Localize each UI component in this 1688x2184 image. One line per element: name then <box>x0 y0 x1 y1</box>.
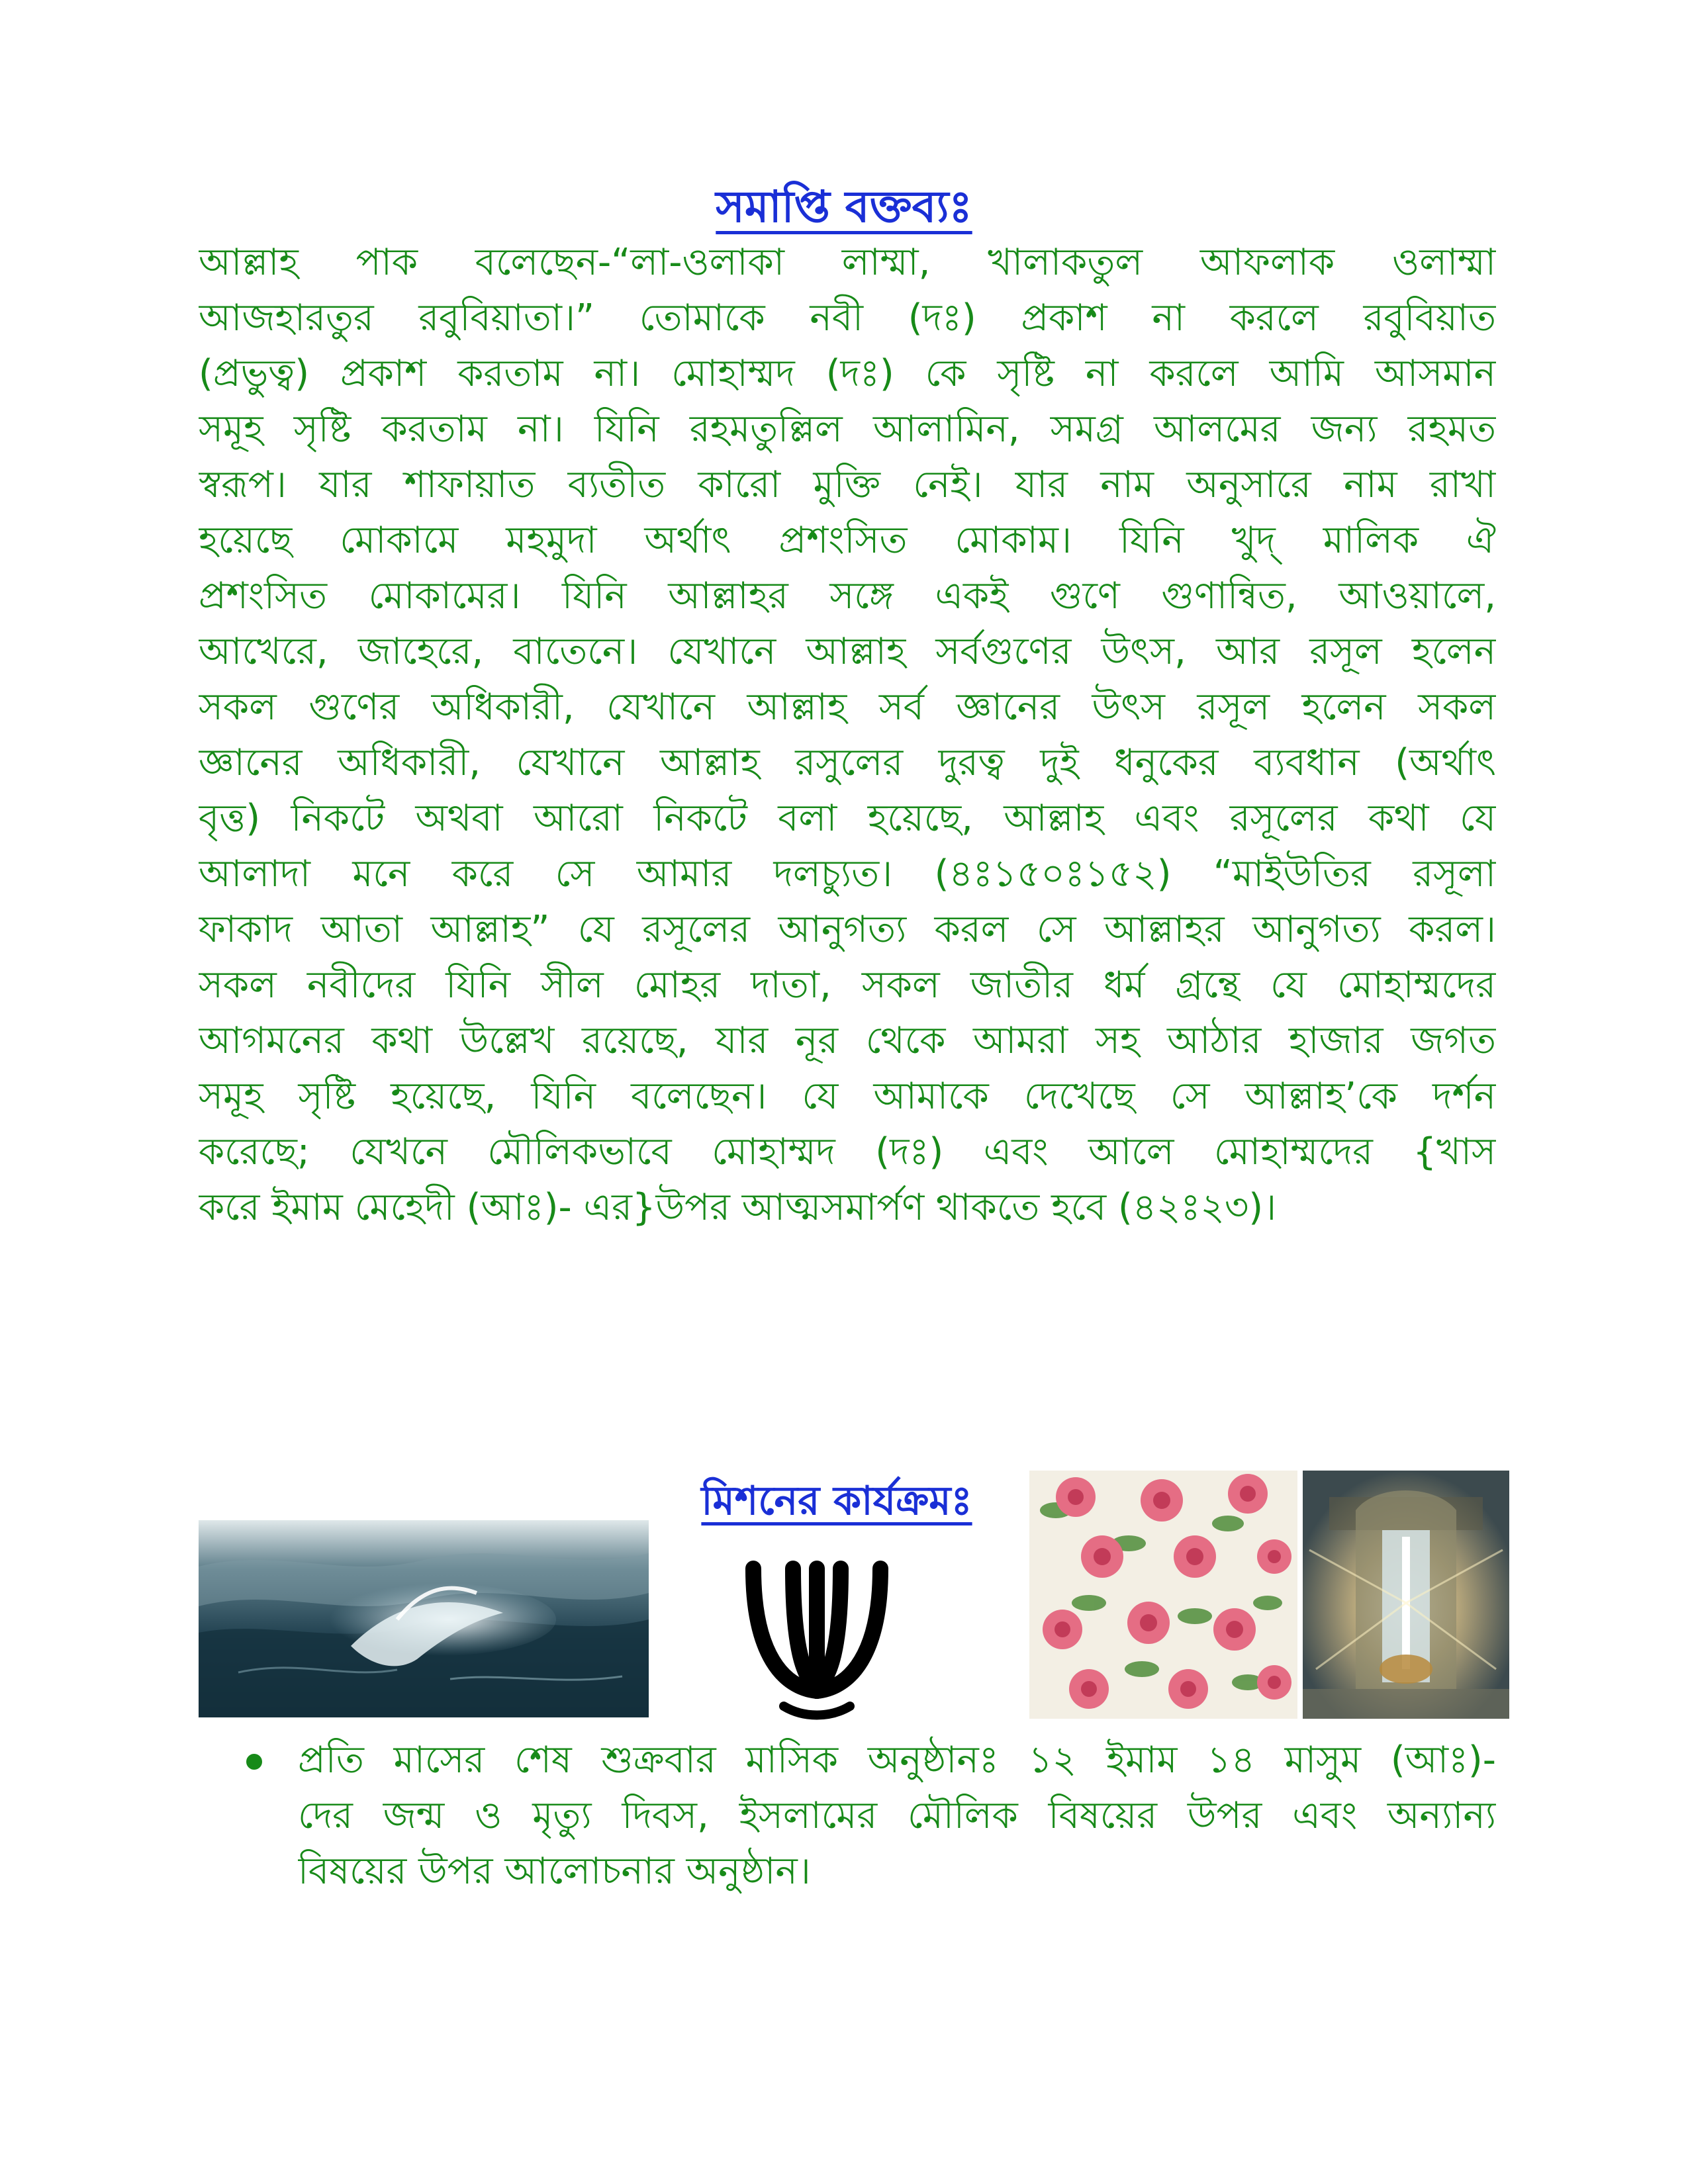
paragraph-line: সমূহ সৃষ্টি হয়েছে, যিনি বলেছেন। যে আমাকে দেখেছে সে আল্লাহ’কে দর্শন <box>199 1075 1496 1118</box>
paragraph-line: সকল গুণের অধিকারী, যেখানে আল্লাহ সর্ব জ্ঞানের উৎস রসূল হলেন সকল <box>199 686 1496 729</box>
ocean-wave-image <box>199 1520 649 1717</box>
paragraph-line: করে ইমাম মেহেদী (আঃ)- এর}উপর আত্মসমার্পণ থাকতে হবে (৪২ঃ২৩)। <box>199 1186 1277 1229</box>
trident-emblem-icon <box>737 1555 896 1721</box>
mission-activities-heading: মিশনের কার্যক্রমঃ <box>701 1478 972 1524</box>
paragraph-line: আল্লাহ পাক বলেছেন-“লা-ওলাকা লাম্মা, খালাকতুল আফলাক ওলাম্মা <box>199 241 1496 284</box>
paragraph-line: জ্ঞানের অধিকারী, যেখানে আল্লাহ রসুলের দুরত্ব দুই ধনুকের ব্যবধান (অর্থাৎ <box>199 741 1496 784</box>
paragraph-line: করেছে; যেখনে মৌলিকভাবে মোহাম্মদ (দঃ) এবং আলে মোহাম্মদের {খাস <box>199 1130 1496 1173</box>
list-item-line: বিষয়ের উপর আলোচনার অনুষ্ঠান। <box>298 1850 811 1893</box>
closing-statement-paragraph <box>199 235 1496 1236</box>
list-item-text <box>298 1733 1496 1899</box>
list-item-line: দের জন্ম ও মৃত্যু দিবস, ইসলামের মৌলিক বিষয়ের উপর এবং অন্যান্য <box>298 1794 1496 1837</box>
paragraph-line: আলাদা মনে করে সে আমার দলচ্যুত। (৪ঃ১৫০ঃ১৫২) “মাইউতির রসূলা <box>199 852 1496 895</box>
paragraph-line: সকল নবীদের যিনি সীল মোহর দাতা, সকল জাতীর ধর্ম গ্রন্থে যে মোহাম্মদের <box>199 964 1496 1007</box>
closing-statement-heading: সমাপ্তি বক্তব্যঃ <box>716 181 972 232</box>
paragraph-line: ফাকাদ আতা আল্লাহ” যে রসূলের আনুগত্য করল সে আল্লাহর আনুগত্য করল। <box>199 908 1496 951</box>
paragraph-line: বৃত্ত) নিকটে অথবা আরো নিকটে বলা হয়েছে, আল্লাহ এবং রসূলের কথা যে <box>199 797 1496 840</box>
paragraph-line: প্রশংসিত মোকামের। যিনি আল্লাহর সঙ্গে একই গুণে গুণান্বিত, আওয়ালে, <box>199 574 1496 617</box>
paragraph-line: আখেরে, জাহেরে, বাতেনে। যেখানে আল্লাহ সর্বগুণের উৎস, আর রসূল হলেন <box>199 630 1496 673</box>
paragraph-line: সমূহ সৃষ্টি করতাম না। যিনি রহমতুল্লিল আলামিন, সমগ্র আলমের জন্য রহমত <box>199 408 1496 451</box>
paragraph-line: আজহারতুর রবুবিয়াতা।” তোমাকে নবী (দঃ) প্রকাশ না করলে রবুবিয়াত <box>199 296 1496 340</box>
bullet-icon <box>246 1754 262 1770</box>
paragraph-line: হয়েছে মোকামে মহমুদা অর্থাৎ প্রশংসিত মোকাম। যিনি খুদ্ মালিক ঐ <box>199 519 1496 562</box>
paragraph-line: আগমনের কথা উল্লেখ রয়েছে, যার নূর থেকে আমরা সহ আঠার হাজার জগত <box>199 1019 1496 1062</box>
list-item-line: প্রতি মাসের শেষ শুক্রবার মাসিক অনুষ্ঠানঃ ১২ ইমাম ১৪ মাসুম (আঃ)- <box>298 1739 1496 1782</box>
roses-image <box>1029 1471 1297 1719</box>
shrine-image <box>1303 1471 1509 1719</box>
list-item <box>238 1733 1496 1899</box>
mission-activities-list <box>238 1733 1496 1899</box>
paragraph-line: স্বরূপ। যার শাফায়াত ব্যতীত কারো মুক্তি নেই। যার নাম অনুসারে নাম রাখা <box>199 463 1496 506</box>
paragraph-line: (প্রভুত্ব) প্রকাশ করতাম না। মোহাম্মদ (দঃ) কে সৃষ্টি না করলে আমি আসমান <box>199 352 1496 395</box>
